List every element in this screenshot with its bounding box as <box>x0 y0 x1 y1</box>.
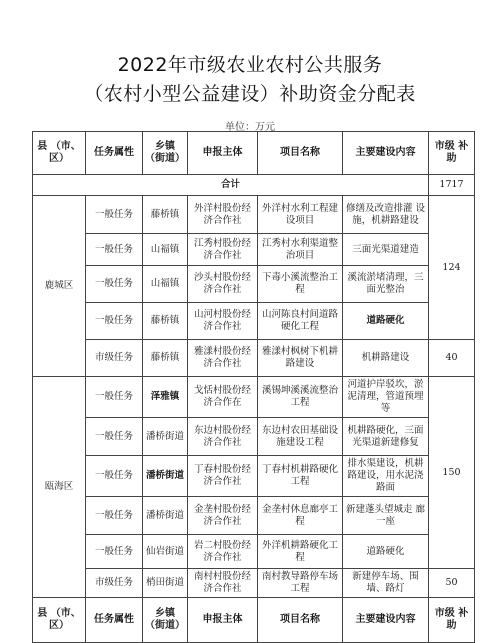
content-cell: 河道护岸驳坎，淤泥清理，管道预埋等 <box>343 377 429 418</box>
table-row <box>33 377 475 418</box>
total-label: 合计 <box>33 175 429 196</box>
header-county: 县 （市、区） <box>33 598 86 643</box>
table-row <box>33 497 475 535</box>
header-task: 任务属性 <box>86 598 143 643</box>
table-row <box>33 340 475 377</box>
project-cell: 下毒小溪流整治工程 <box>258 266 343 303</box>
applicant-cell: 东边村股份经济合作社 <box>188 418 258 456</box>
unit-label: 单位：万元 <box>225 122 275 133</box>
total-row <box>33 175 475 196</box>
header-content: 主要建设内容 <box>343 598 429 643</box>
applicant-cell: 南村村股份经济合作社 <box>188 569 258 598</box>
applicant-cell: 雅漾村股份经济合作社 <box>188 340 258 377</box>
table-row <box>33 303 475 340</box>
task-cell: 一般任务 <box>86 535 143 569</box>
header-town: 乡镇 （街道） <box>143 598 188 643</box>
project-cell: 外洋机耕路硬化工程 <box>258 535 343 569</box>
allocation-table <box>32 131 475 643</box>
table-row <box>33 456 475 497</box>
table-row <box>33 234 475 266</box>
content-cell: 道路硬化 <box>343 303 429 340</box>
header-project: 项目名称 <box>258 598 343 643</box>
table-row <box>33 569 475 598</box>
task-cell: 一般任务 <box>86 418 143 456</box>
town-cell: 泽雅镇 <box>143 377 188 418</box>
table-row <box>33 266 475 303</box>
content-cell: 三面光渠道建造 <box>343 234 429 266</box>
town-cell: 山福镇 <box>143 266 188 303</box>
content-cell: 新建停车场、围墙、路灯 <box>343 569 429 598</box>
project-cell: 丁春村机耕路硬化工程 <box>258 456 343 497</box>
task-cell: 市级任务 <box>86 340 143 377</box>
task-cell: 一般任务 <box>86 196 143 234</box>
total-value: 1717 <box>429 175 475 196</box>
project-cell: 溪锡坤溪溪流整治工程 <box>258 377 343 418</box>
subsidy-cell: 40 <box>429 340 475 377</box>
project-cell: 山河陈良村间道路硬化工程 <box>258 303 343 340</box>
content-cell: 新建蓬头望城走 廊一座 <box>343 497 429 535</box>
document-title-line1: 2022年市级农业农村公共服务 <box>117 54 383 76</box>
table-row <box>33 196 475 234</box>
project-cell: 金垄村休息廊亭工程 <box>258 497 343 535</box>
subsidy-cell: 124 <box>429 196 475 340</box>
header-applicant: 申报主体 <box>188 132 258 175</box>
header-content: 主要建设内容 <box>343 132 429 175</box>
applicant-cell: 戈恬村股份经济合作在 <box>188 377 258 418</box>
header-subsidy: 市级 补助 <box>429 132 475 175</box>
applicant-cell: 金垄村股份经济合作社 <box>188 497 258 535</box>
task-cell: 一般任务 <box>86 497 143 535</box>
header-row <box>33 132 475 175</box>
town-cell: 潘桥街道 <box>143 418 188 456</box>
applicant-cell: 江秀村股份经济合作社 <box>188 234 258 266</box>
project-cell: 外洋村水利工程建设项目 <box>258 196 343 234</box>
document-title-line2: （农村小型公益建设）补助资金分配表 <box>84 83 416 105</box>
content-cell: 机耕路建设 <box>343 340 429 377</box>
header-town: 乡镇 （街道） <box>143 132 188 175</box>
applicant-cell: 岩二村股份经济合作社 <box>188 535 258 569</box>
town-cell: 藤桥镇 <box>143 303 188 340</box>
task-cell: 市级任务 <box>86 569 143 598</box>
subsidy-cell: 50 <box>429 569 475 598</box>
header-task: 任务属性 <box>86 132 143 175</box>
table-row <box>33 535 475 569</box>
task-cell: 一般任务 <box>86 234 143 266</box>
table-row <box>33 418 475 456</box>
project-cell: 雅漾村枫树下机耕路建设 <box>258 340 343 377</box>
town-cell: 潘桥街道 <box>143 456 188 497</box>
project-cell: 南村教导路停车场工程 <box>258 569 343 598</box>
header-project: 项目名称 <box>258 132 343 175</box>
applicant-cell: 山河村股份经济合作社 <box>188 303 258 340</box>
town-cell: 藤桥镇 <box>143 196 188 234</box>
content-cell: 排水渠建设，机耕路建设，用水泥浇路面 <box>343 456 429 497</box>
applicant-cell: 丁春村股份经济合作社 <box>188 456 258 497</box>
header-applicant: 申报主体 <box>188 598 258 643</box>
county-cell: 瓯海区 <box>33 377 86 598</box>
town-cell: 仙岩街道 <box>143 535 188 569</box>
content-cell: 机耕路硬化，三面光渠道新建修复 <box>343 418 429 456</box>
project-cell: 东边村农田基础设施建设工程 <box>258 418 343 456</box>
header-subsidy: 市级 补助 <box>429 598 475 643</box>
header-county: 县 （市、区） <box>33 132 86 175</box>
town-cell: 山福镇 <box>143 234 188 266</box>
task-cell: 一般任务 <box>86 456 143 497</box>
task-cell: 一般任务 <box>86 303 143 340</box>
task-cell: 一般任务 <box>86 266 143 303</box>
repeated-header-row <box>33 598 475 643</box>
content-cell: 溪流淤堵清理，三面光整治 <box>343 266 429 303</box>
content-cell: 修缮及改造排灌 设施，机耕路建设 <box>343 196 429 234</box>
applicant-cell: 外洋村股份经济合作社 <box>188 196 258 234</box>
town-cell: 藤桥镇 <box>143 340 188 377</box>
subsidy-cell: 150 <box>429 377 475 569</box>
project-cell: 江秀村水利渠道整治项目 <box>258 234 343 266</box>
town-cell: 梢田街道 <box>143 569 188 598</box>
county-cell: 鹿城区 <box>33 196 86 377</box>
task-cell: 一般任务 <box>86 377 143 418</box>
content-cell: 道路硬化 <box>343 535 429 569</box>
applicant-cell: 沙头村股份经济合作社 <box>188 266 258 303</box>
town-cell: 潘桥街道 <box>143 497 188 535</box>
